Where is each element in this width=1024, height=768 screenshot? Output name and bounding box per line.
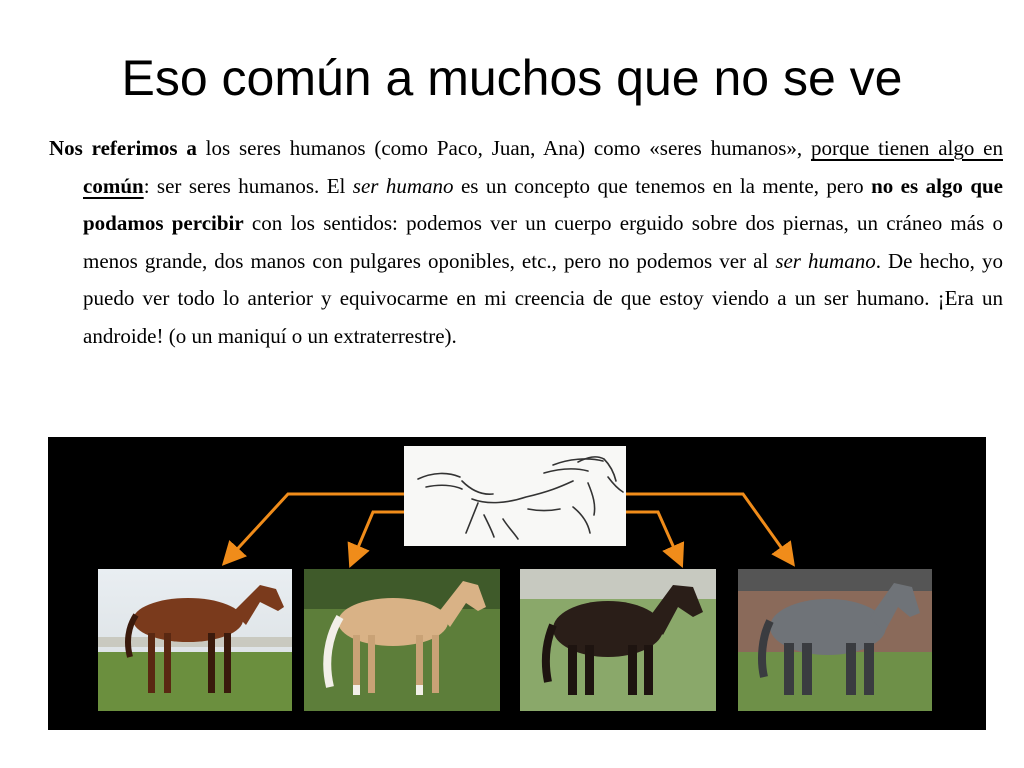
bay-horse-photo — [98, 569, 292, 711]
comun-bold: común — [83, 173, 144, 198]
text-3: es un concepto que tenemos en la mente, pero — [453, 173, 872, 198]
slide-title: Eso común a muchos que no se ve — [121, 50, 903, 106]
body-paragraph — [49, 130, 1003, 355]
ser-humano-italic-2: ser humano — [775, 248, 876, 273]
arrow-3 — [626, 512, 678, 557]
ser-humano-italic-1: ser humano — [352, 173, 454, 198]
horse-sketch-icon — [404, 446, 626, 546]
no-percibir-bold: no es algo que podamos percibir — [83, 173, 1003, 235]
figure-svg — [48, 437, 986, 730]
arrow-1 — [230, 494, 404, 557]
arrow-2 — [354, 512, 404, 557]
text-5: . De hecho, yo puedo ver todo lo anterior y equivocarme en mi creencia de que estoy viendo a un ser humano. ¡Era un androide! (o un maniquí o un extraterrestre). — [83, 248, 1003, 348]
text-2: : ser seres humanos. El — [143, 173, 353, 198]
concept-figure — [48, 437, 986, 730]
text-1: los seres humanos (como Paco, Juan, Ana) como «seres humanos», — [196, 136, 811, 160]
text-4: con los sentidos: podemos ver un cuerpo erguido sobre dos piernas, un cráneo más o menos grande, dos manos con pulgares oponibles, etc., pero no podemos ver al — [83, 211, 1003, 273]
palomino-horse-photo — [304, 569, 500, 711]
underlined-phrase: porque tienen algo en — [810, 136, 1003, 160]
grey-draft-horse-photo — [738, 569, 932, 711]
arrow-4 — [626, 494, 788, 557]
lead-bold: Nos referimos a — [49, 136, 197, 160]
black-pony-photo — [520, 569, 716, 711]
